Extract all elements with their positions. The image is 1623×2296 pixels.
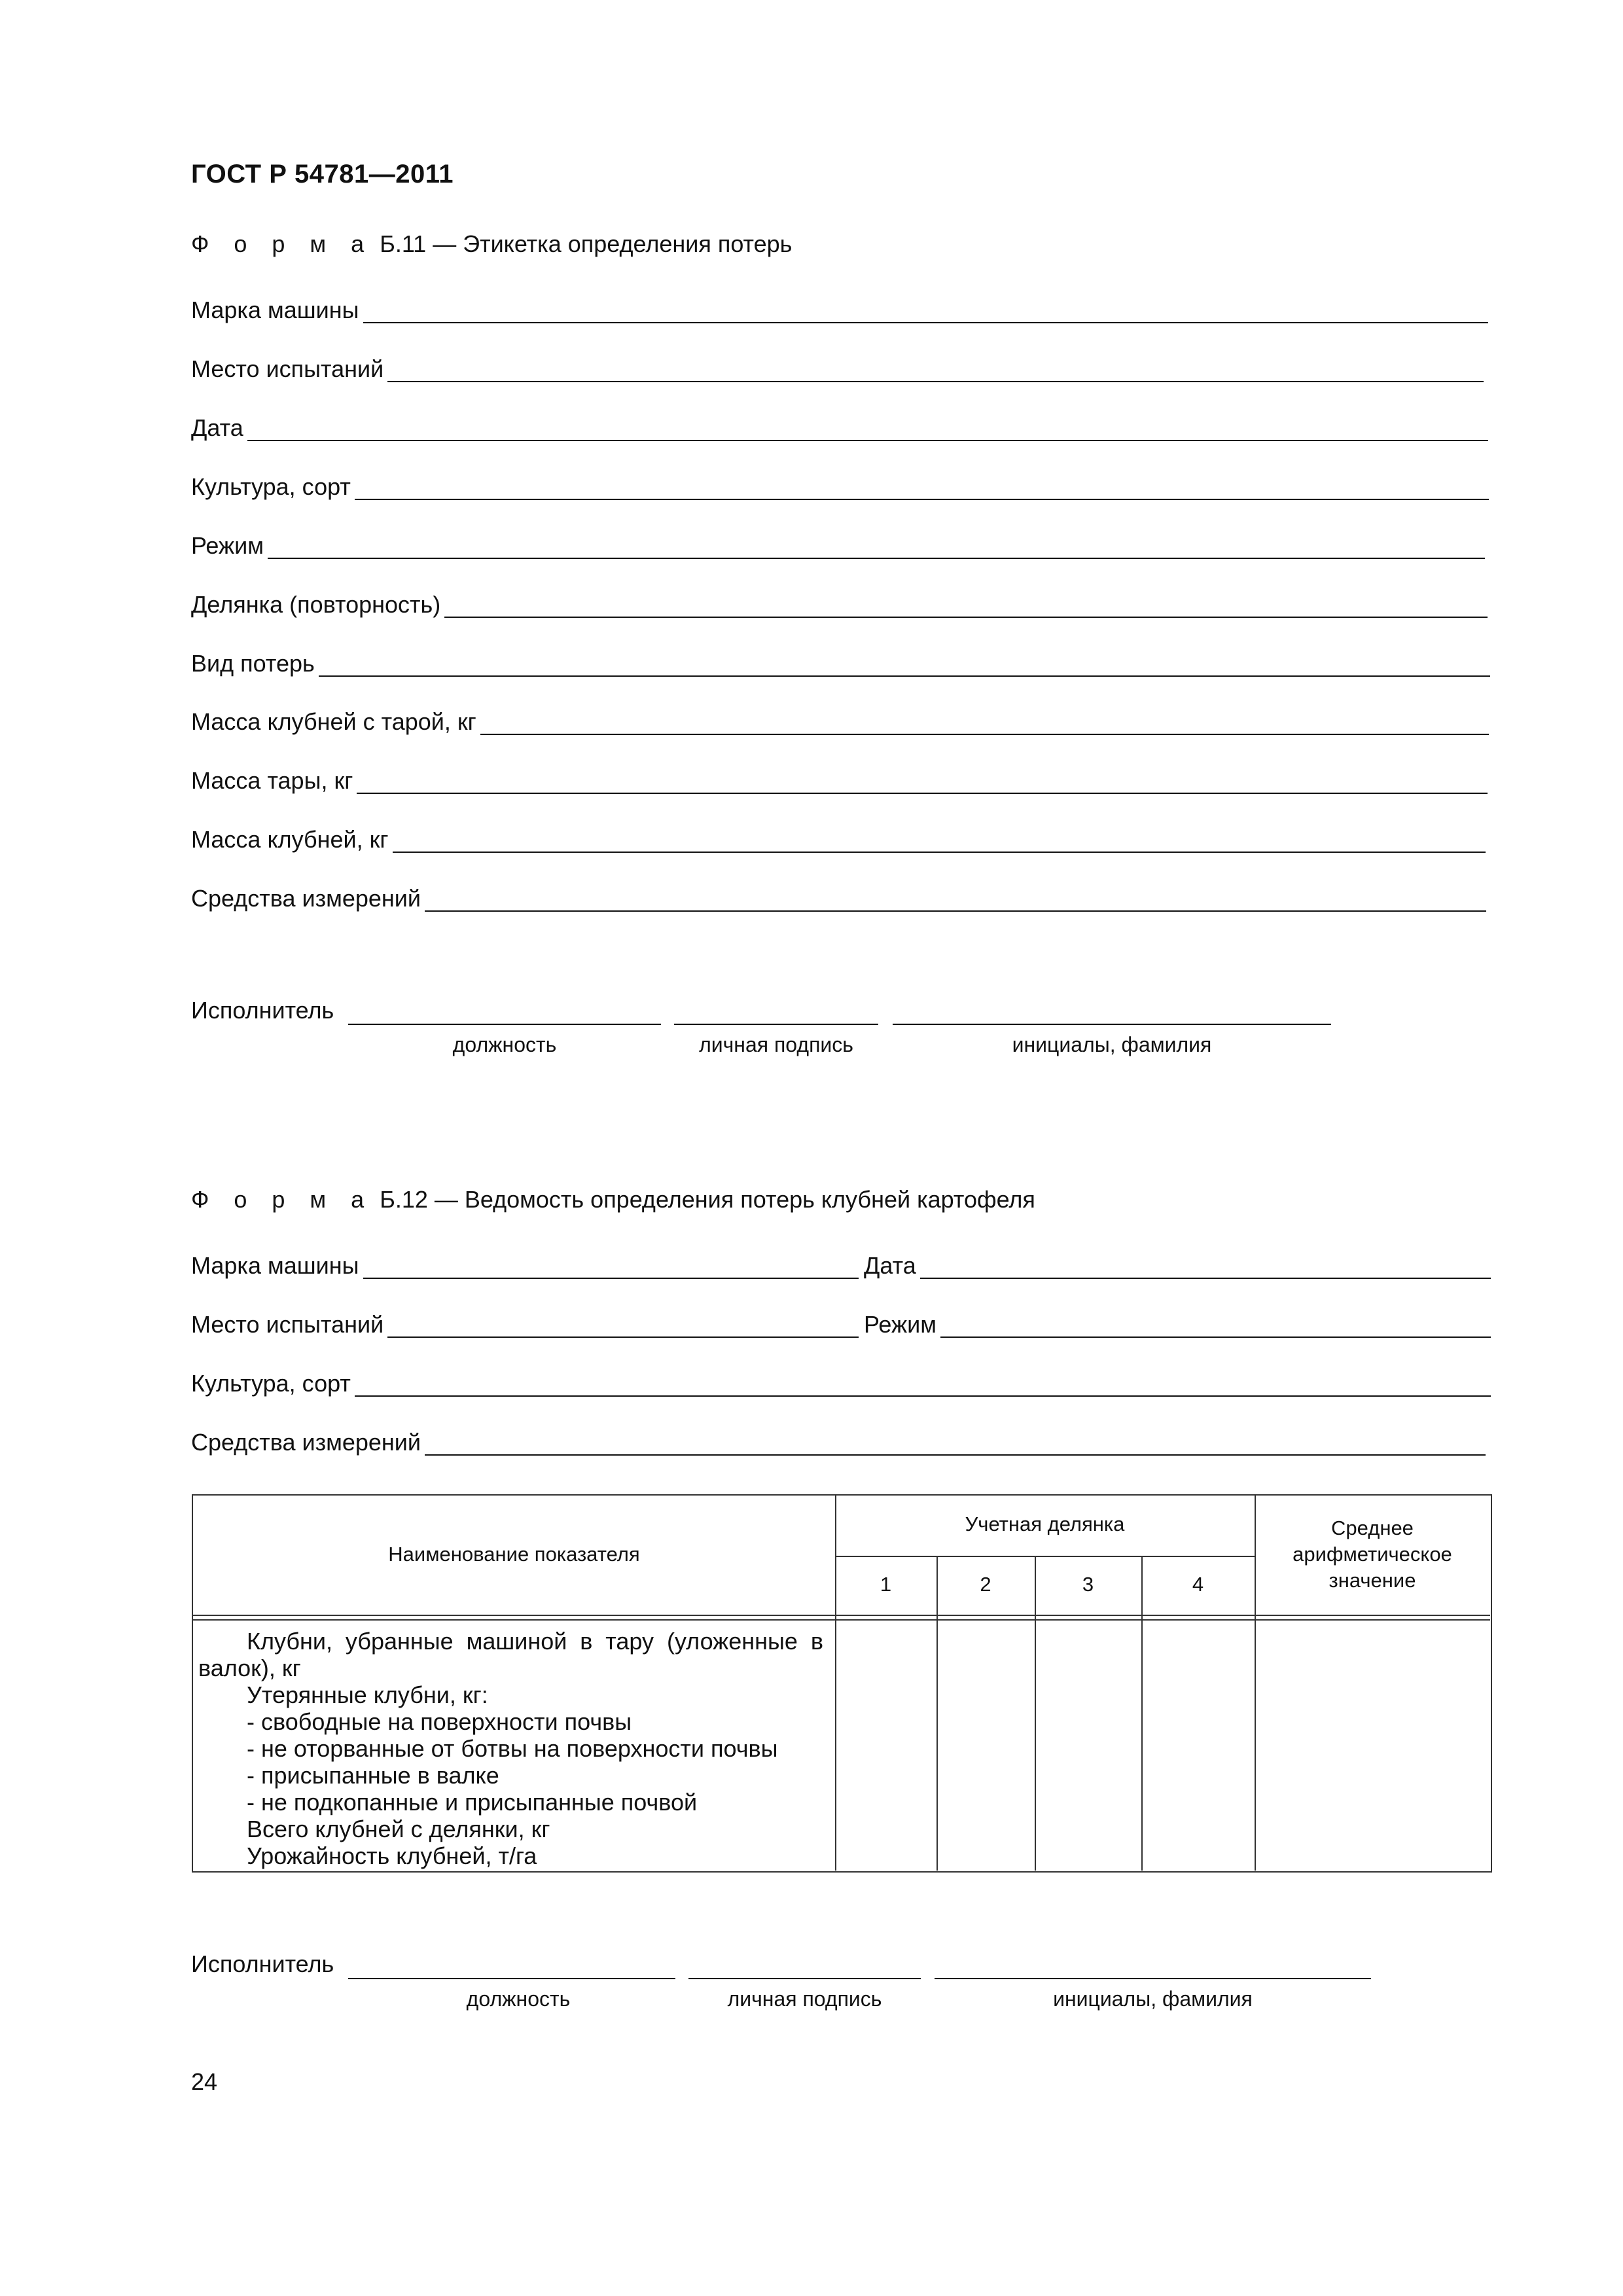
form-label: Ф о р м а — [191, 230, 374, 257]
field-label: Марка машины — [191, 296, 359, 323]
blank-line[interactable] — [425, 884, 1486, 912]
row-text: Клубни, убранные машиной в тару (уложенные в — [247, 1628, 823, 1655]
field-test-place-b12 — [191, 1305, 859, 1338]
column-divider — [1255, 1496, 1256, 1871]
signature-caption: личная подпись — [727, 1987, 882, 2011]
blank-line[interactable] — [357, 766, 1488, 794]
row-text: - не оторванные от ботвы на поверхности почвы — [247, 1735, 778, 1762]
plot-number-1: 1 — [880, 1573, 892, 1596]
field-label: Вид потерь — [191, 650, 315, 677]
blank-line[interactable] — [393, 825, 1486, 853]
name-caption: инициалы, фамилия — [1053, 1987, 1253, 2011]
blank-line[interactable] — [480, 708, 1489, 735]
field-machine-brand-b12 — [191, 1246, 859, 1279]
field-label: Масса клубней с тарой, кг — [191, 708, 476, 735]
blank-line[interactable] — [355, 473, 1489, 500]
form-title-text: Б.11 — Этикетка определения потерь — [373, 230, 793, 257]
column-divider — [936, 1556, 938, 1871]
field-instruments — [191, 879, 1486, 912]
blank-line[interactable] — [355, 1369, 1491, 1397]
blank-line[interactable] — [363, 1251, 859, 1279]
column-divider — [1141, 1556, 1143, 1871]
field-label: Режим — [191, 532, 264, 559]
signature-line[interactable] — [688, 1975, 921, 1979]
header-mean: Среднее арифметическое значение — [1293, 1516, 1452, 1592]
field-mass-with-tare — [191, 702, 1489, 735]
position-caption: должность — [466, 1987, 571, 2011]
field-label: Средства измерений — [191, 885, 421, 912]
field-label: Делянка (повторность) — [191, 591, 441, 618]
field-mode-b12 — [864, 1305, 1491, 1338]
blank-line[interactable] — [387, 355, 1484, 382]
executor-label: Исполнитель — [191, 997, 334, 1024]
field-loss-type — [191, 644, 1490, 677]
blank-line[interactable] — [444, 590, 1488, 618]
blank-line[interactable] — [920, 1251, 1491, 1279]
row-text: Всего клубней с делянки, кг — [247, 1816, 550, 1842]
indicator-rows — [193, 1628, 838, 1869]
field-label: Марка машины — [191, 1252, 359, 1279]
position-caption: должность — [452, 1033, 557, 1056]
form-label: Ф о р м а — [191, 1186, 374, 1213]
executor-label: Исполнитель — [191, 1950, 334, 1977]
name-line[interactable] — [893, 1021, 1331, 1025]
field-label: Средства измерений — [191, 1429, 421, 1456]
blank-line[interactable] — [247, 414, 1488, 441]
row-text: валок), кг — [198, 1655, 301, 1681]
form-b12-title — [191, 1186, 1035, 1213]
field-tare-mass — [191, 761, 1488, 794]
page-number: 24 — [191, 2068, 218, 2095]
header-plot: Учетная делянка — [965, 1513, 1125, 1535]
blank-line[interactable] — [940, 1310, 1491, 1338]
name-caption: инициалы, фамилия — [1012, 1033, 1212, 1056]
field-label: Культура, сорт — [191, 1370, 351, 1397]
field-test-place — [191, 350, 1484, 382]
field-instruments-b12 — [191, 1423, 1486, 1456]
blank-line[interactable] — [268, 531, 1485, 559]
row-text: Утерянные клубни, кг: — [247, 1681, 488, 1708]
blank-line[interactable] — [363, 296, 1488, 323]
field-label: Дата — [191, 414, 243, 441]
loss-table — [192, 1494, 1492, 1873]
position-line[interactable] — [348, 1021, 661, 1025]
header-bottom-line — [193, 1615, 1490, 1616]
row-text: Урожайность клубней, т/га — [247, 1842, 537, 1869]
signature-caption: личная подпись — [699, 1033, 853, 1056]
field-crop-variety-b12 — [191, 1364, 1491, 1397]
form-b11-title — [191, 230, 792, 258]
plot-number-2: 2 — [980, 1573, 991, 1596]
field-plot-repetition — [191, 585, 1488, 618]
blank-line[interactable] — [387, 1310, 859, 1338]
field-date — [191, 408, 1488, 441]
row-text: - не подкопанные и присыпанные почвой — [247, 1789, 698, 1816]
form-title-text: Б.12 — Ведомость определения потерь клубней картофеля — [373, 1186, 1035, 1213]
field-label: Место испытаний — [191, 1311, 384, 1338]
blank-line[interactable] — [319, 649, 1490, 677]
header-divider — [835, 1556, 1255, 1557]
field-label: Место испытаний — [191, 355, 384, 382]
field-label: Масса клубней, кг — [191, 826, 389, 853]
signature-line[interactable] — [674, 1021, 878, 1025]
name-line[interactable] — [935, 1975, 1371, 1979]
position-line[interactable] — [348, 1975, 675, 1979]
standard-number: ГОСТ Р 54781—2011 — [191, 160, 454, 188]
field-label: Культура, сорт — [191, 473, 351, 500]
field-date-b12 — [864, 1246, 1491, 1279]
field-machine-brand — [191, 291, 1488, 323]
header-bottom-line — [193, 1619, 1490, 1621]
plot-number-3: 3 — [1082, 1573, 1094, 1596]
field-label: Дата — [864, 1252, 916, 1279]
plot-number-4: 4 — [1192, 1573, 1204, 1596]
field-tuber-mass — [191, 820, 1486, 853]
field-label: Масса тары, кг — [191, 767, 353, 794]
column-divider — [1035, 1556, 1036, 1871]
header-indicator: Наименование показателя — [388, 1543, 640, 1566]
field-label: Режим — [864, 1311, 936, 1338]
row-text: - свободные на поверхности почвы — [247, 1708, 632, 1735]
field-crop-variety — [191, 467, 1489, 500]
row-text: - присыпанные в валке — [247, 1762, 499, 1789]
field-mode — [191, 526, 1485, 559]
blank-line[interactable] — [425, 1428, 1486, 1456]
